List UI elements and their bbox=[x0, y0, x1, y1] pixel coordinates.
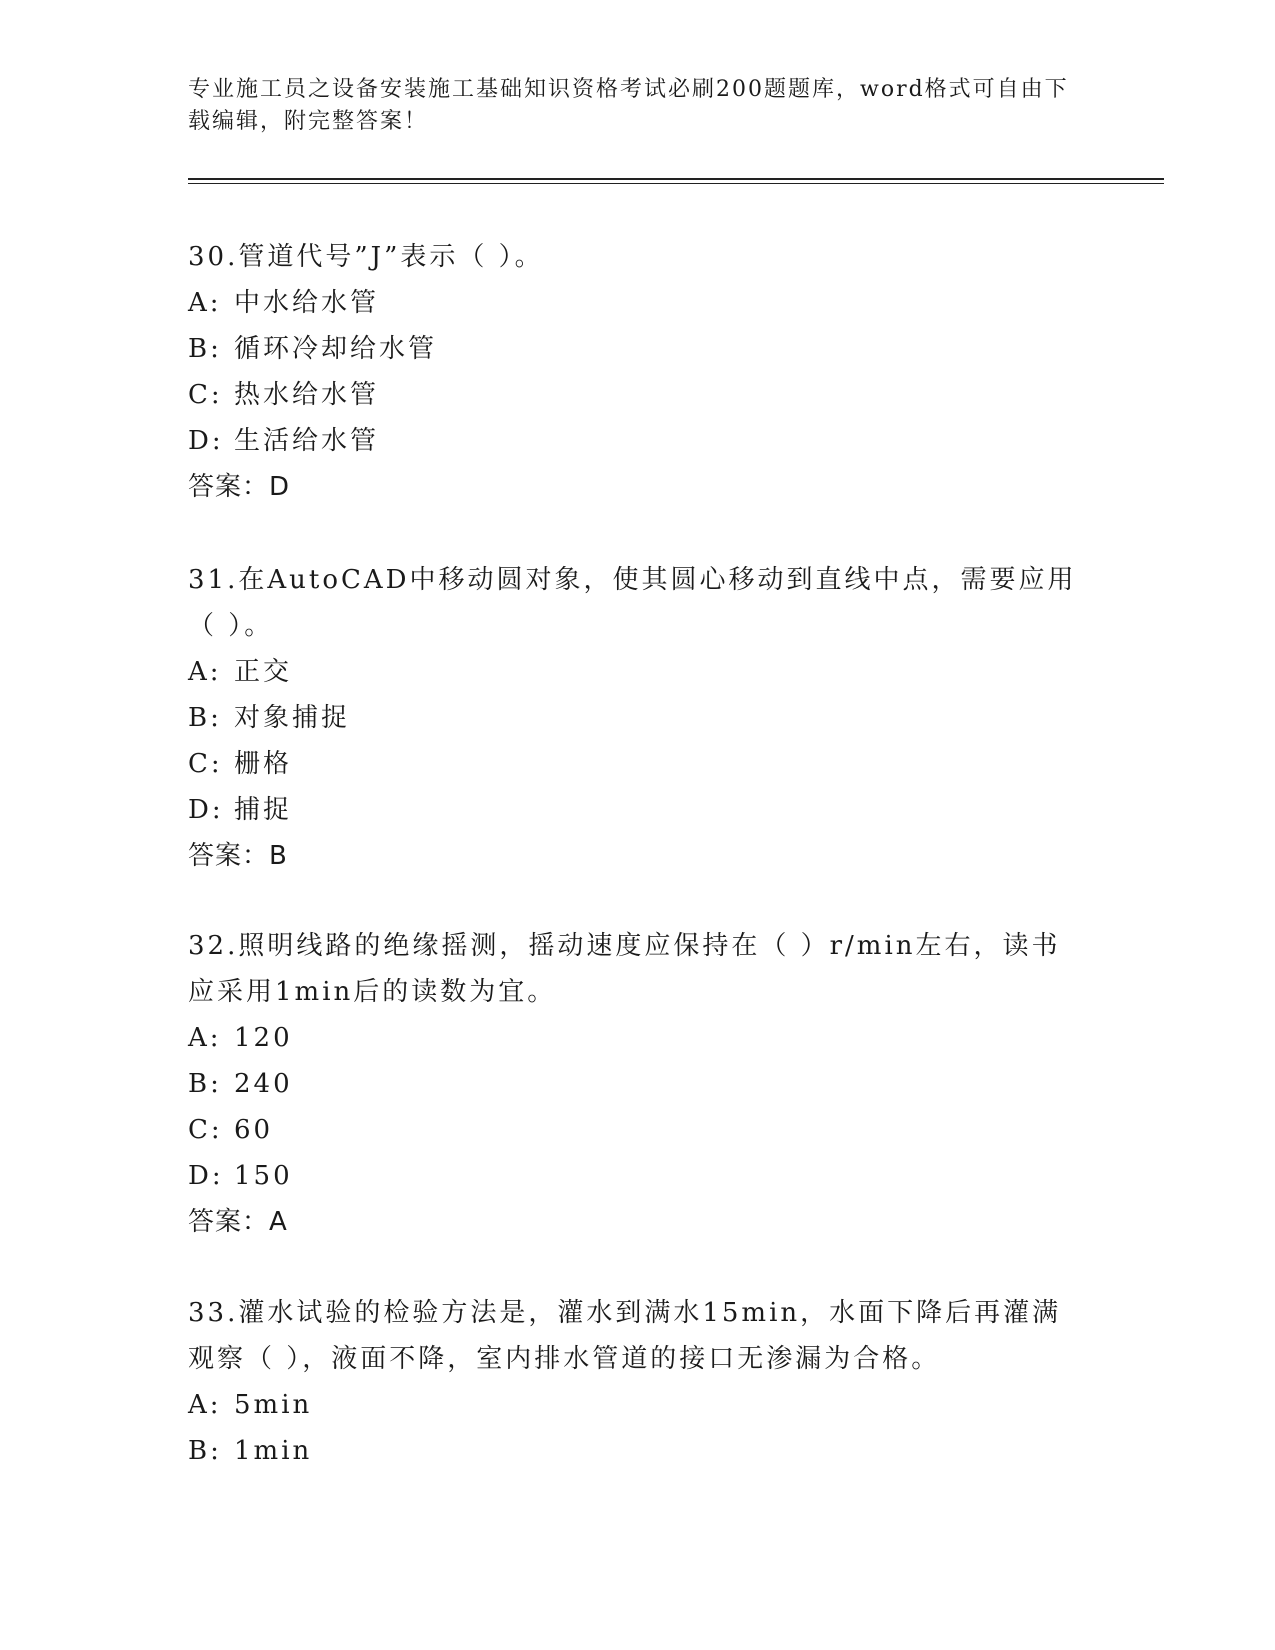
option-a bbox=[188, 1382, 1088, 1428]
question-32 bbox=[188, 923, 1088, 1245]
option-b bbox=[188, 1428, 1088, 1474]
option-a bbox=[188, 280, 1088, 326]
option-key: C: bbox=[188, 749, 223, 779]
answer-label: 答案：D bbox=[188, 472, 291, 502]
question-stem: 33.灌水试验的检验方法是，灌水到满水15min，水面下降后再灌满观察（ ），液面不降，室内排水管道的接口无渗漏为合格。 bbox=[188, 1298, 1062, 1374]
option-a bbox=[188, 1015, 1088, 1061]
option-key: A: bbox=[188, 657, 222, 687]
answer-label: 答案：B bbox=[188, 841, 288, 871]
option-b bbox=[188, 326, 1088, 372]
question-33 bbox=[188, 1290, 1088, 1474]
question-stem: 31.在AutoCAD中移动圆对象，使其圆心移动到直线中点，需要应用（ ）。 bbox=[188, 565, 1077, 641]
option-text: 生活给水管 bbox=[234, 426, 380, 456]
option-text: 240 bbox=[234, 1069, 293, 1099]
option-b bbox=[188, 1061, 1088, 1107]
option-key: D: bbox=[188, 426, 224, 456]
question-31 bbox=[188, 557, 1088, 879]
header-divider-thin bbox=[188, 183, 1164, 184]
question-stem: 32.照明线路的绝缘摇测，摇动速度应保持在（ ）r/min左右，读书应采用1min后的读数为宜。 bbox=[188, 931, 1061, 1007]
option-key: B: bbox=[188, 334, 222, 364]
option-c bbox=[188, 372, 1088, 418]
option-key: B: bbox=[188, 1069, 222, 1099]
option-key: B: bbox=[188, 1436, 222, 1466]
option-key: B: bbox=[188, 703, 222, 733]
option-b bbox=[188, 695, 1088, 741]
option-text: 循环冷却给水管 bbox=[234, 334, 438, 364]
option-text: 正交 bbox=[234, 657, 293, 687]
option-text: 120 bbox=[234, 1023, 293, 1053]
header-divider-thick bbox=[188, 178, 1164, 180]
option-d bbox=[188, 1153, 1088, 1199]
option-key: D: bbox=[188, 1161, 224, 1191]
option-c bbox=[188, 1107, 1088, 1153]
option-text: 60 bbox=[234, 1115, 274, 1145]
option-text: 中水给水管 bbox=[234, 288, 380, 318]
option-a bbox=[188, 649, 1088, 695]
answer-label: 答案：A bbox=[188, 1207, 288, 1237]
option-key: A: bbox=[188, 288, 222, 318]
option-text: 对象捕捉 bbox=[234, 703, 351, 733]
question-stem: 30.管道代号”J”表示（ ）。 bbox=[188, 242, 544, 272]
option-d bbox=[188, 787, 1088, 833]
option-text: 5min bbox=[234, 1390, 313, 1420]
option-key: A: bbox=[188, 1023, 222, 1053]
option-c bbox=[188, 741, 1088, 787]
option-key: A: bbox=[188, 1390, 222, 1420]
document-header-title: 专业施工员之设备安装施工基础知识资格考试必刷200题题库，word格式可自由下载编辑，附完整答案！ bbox=[188, 77, 1069, 134]
option-text: 1min bbox=[234, 1436, 313, 1466]
option-key: D: bbox=[188, 795, 224, 825]
option-text: 150 bbox=[234, 1161, 293, 1191]
option-key: C: bbox=[188, 380, 223, 410]
option-d bbox=[188, 418, 1088, 464]
option-text: 捕捉 bbox=[234, 795, 293, 825]
option-text: 热水给水管 bbox=[234, 380, 380, 410]
option-key: C: bbox=[188, 1115, 223, 1145]
option-text: 栅格 bbox=[234, 749, 293, 779]
question-30 bbox=[188, 234, 1088, 510]
